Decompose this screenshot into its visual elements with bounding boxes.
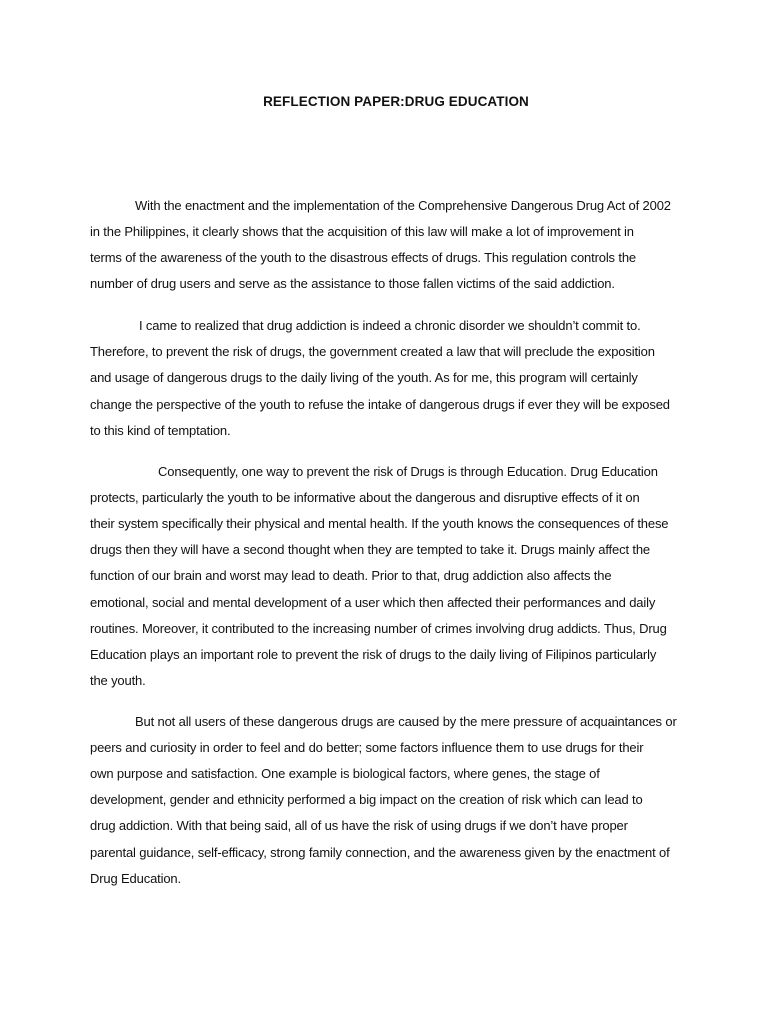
paragraph-2-line-5: to this kind of temptation. (90, 423, 231, 438)
paragraph-1-line-2: in the Philippines, it clearly shows that the acquisition of this law will make a lot of improvement in (90, 224, 634, 239)
paragraph-2-line-3: and usage of dangerous drugs to the daily living of the youth. As for me, this program will certainly (90, 370, 638, 385)
paragraph-3-line-6: emotional, social and mental development of a user which then affected their performances and daily (90, 595, 656, 610)
paragraph-1-line-4: number of drug users and serve as the assistance to those fallen victims of the said addiction. (90, 276, 615, 291)
paragraph-4-line-1: But not all users of these dangerous drugs are caused by the mere pressure of acquaintances or (135, 714, 677, 729)
paragraph-4-line-4: development, gender and ethnicity performed a big impact on the creation of risk which can lead to (90, 792, 643, 807)
paragraph-3-line-9: the youth. (90, 673, 146, 688)
paragraph-1-line-1: With the enactment and the implementation of the Comprehensive Dangerous Drug Act of 2002 (135, 198, 671, 213)
paragraph-2-line-2: Therefore, to prevent the risk of drugs, the government created a law that will preclude the exposition (90, 344, 655, 359)
paragraph-1-line-3: terms of the awareness of the youth to the disastrous effects of drugs. This regulation controls the (90, 250, 636, 265)
paragraph-2-line-1: I came to realized that drug addiction is indeed a chronic disorder we shouldn’t commit to. (139, 318, 641, 333)
paragraph-3-line-3: their system specifically their physical and mental health. If the youth knows the consequences of these (90, 516, 669, 531)
paragraph-4-line-2: peers and curiosity in order to feel and do better; some factors influence them to use drugs for their (90, 740, 644, 755)
paragraph-4-line-5: drug addiction. With that being said, all of us have the risk of using drugs if we don’t have proper (90, 818, 628, 833)
paragraph-2-line-4: change the perspective of the youth to refuse the intake of dangerous drugs if ever they will be exposed (90, 397, 670, 412)
paragraph-3-line-7: routines. Moreover, it contributed to the increasing number of crimes involving drug addicts. Thus, Drug (90, 621, 667, 636)
paragraph-3-line-8: Education plays an important role to prevent the risk of drugs to the daily living of Filipinos particularly (90, 647, 657, 662)
paragraph-3-line-1: Consequently, one way to prevent the risk of Drugs is through Education. Drug Education (158, 464, 658, 479)
paragraph-4-line-6: parental guidance, self-efficacy, strong family connection, and the awareness given by the enactment of (90, 845, 670, 860)
paragraph-4-line-7: Drug Education. (90, 871, 181, 886)
paragraph-4-line-3: own purpose and satisfaction. One example is biological factors, where genes, the stage of (90, 766, 600, 781)
document-title: REFLECTION PAPER:DRUG EDUCATION (263, 94, 529, 109)
paragraph-3-line-4: drugs then they will have a second thought when they are tempted to take it. Drugs mainly affect the (90, 542, 650, 557)
paragraph-3-line-5: function of our brain and worst may lead to death. Prior to that, drug addiction also affects the (90, 568, 612, 583)
paragraph-3-line-2: protects, particularly the youth to be informative about the dangerous and disruptive effects of it on (90, 490, 640, 505)
